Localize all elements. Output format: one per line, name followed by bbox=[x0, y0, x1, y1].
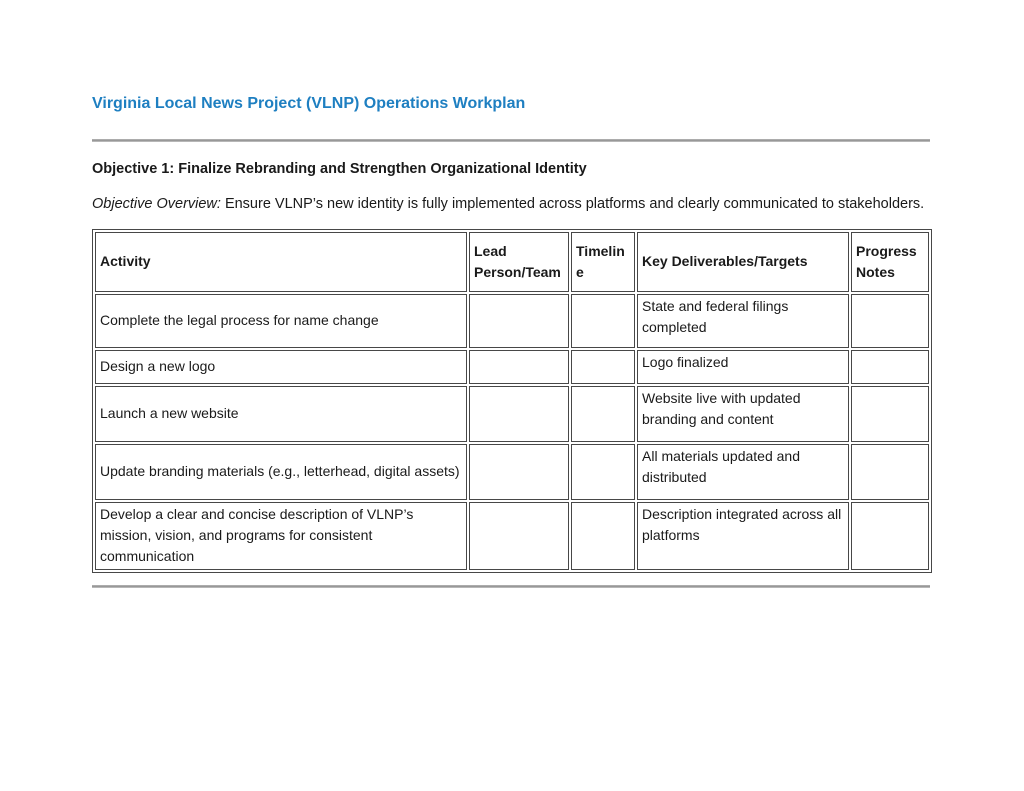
cell-lead bbox=[469, 444, 569, 500]
objective-overview bbox=[92, 195, 930, 213]
cell-activity: Update branding materials (e.g., letterhead, digital assets) bbox=[95, 444, 467, 500]
objective-overview-label: Objective Overview: bbox=[92, 196, 221, 212]
cell-deliverables: State and federal filings completed bbox=[637, 294, 849, 348]
horizontal-rule-top bbox=[92, 139, 930, 142]
cell-timeline bbox=[571, 350, 635, 384]
col-header-lead: Lead Person/Team bbox=[469, 232, 569, 292]
document-title: Virginia Local News Project (VLNP) Operations Workplan bbox=[92, 95, 526, 112]
cell-timeline bbox=[571, 444, 635, 500]
cell-deliverables: Description integrated across all platforms bbox=[637, 502, 849, 570]
cell-progress bbox=[851, 502, 929, 570]
cell-lead bbox=[469, 386, 569, 442]
cell-deliverables: Logo finalized bbox=[637, 350, 849, 384]
table-header-row bbox=[95, 232, 929, 292]
cell-progress bbox=[851, 294, 929, 348]
col-header-activity: Activity bbox=[95, 232, 467, 292]
table-row bbox=[95, 502, 929, 570]
cell-deliverables: All materials updated and distributed bbox=[637, 444, 849, 500]
col-header-timeline: Timeline bbox=[571, 232, 635, 292]
cell-lead bbox=[469, 502, 569, 570]
table-row bbox=[95, 294, 929, 348]
cell-progress bbox=[851, 444, 929, 500]
cell-progress bbox=[851, 386, 929, 442]
objective-heading: Objective 1: Finalize Rebranding and Strengthen Organizational Identity bbox=[92, 161, 587, 177]
col-header-progress: Progress Notes bbox=[851, 232, 929, 292]
cell-activity: Design a new logo bbox=[95, 350, 467, 384]
cell-deliverables: Website live with updated branding and content bbox=[637, 386, 849, 442]
horizontal-rule-bottom bbox=[92, 585, 930, 588]
cell-timeline bbox=[571, 294, 635, 348]
cell-activity: Complete the legal process for name change bbox=[95, 294, 467, 348]
objective-overview-text: Ensure VLNP’s new identity is fully implemented across platforms and clearly communicated to stakeholders. bbox=[224, 196, 925, 212]
cell-timeline bbox=[571, 502, 635, 570]
table-row bbox=[95, 350, 929, 384]
table-row bbox=[95, 386, 929, 442]
cell-lead bbox=[469, 350, 569, 384]
cell-timeline bbox=[571, 386, 635, 442]
cell-lead bbox=[469, 294, 569, 348]
table-row bbox=[95, 444, 929, 500]
cell-progress bbox=[851, 350, 929, 384]
col-header-deliverables: Key Deliverables/Targets bbox=[637, 232, 849, 292]
workplan-table bbox=[92, 229, 932, 573]
cell-activity: Launch a new website bbox=[95, 386, 467, 442]
cell-activity: Develop a clear and concise description of VLNP’s mission, vision, and programs for consistent communication bbox=[95, 502, 467, 570]
